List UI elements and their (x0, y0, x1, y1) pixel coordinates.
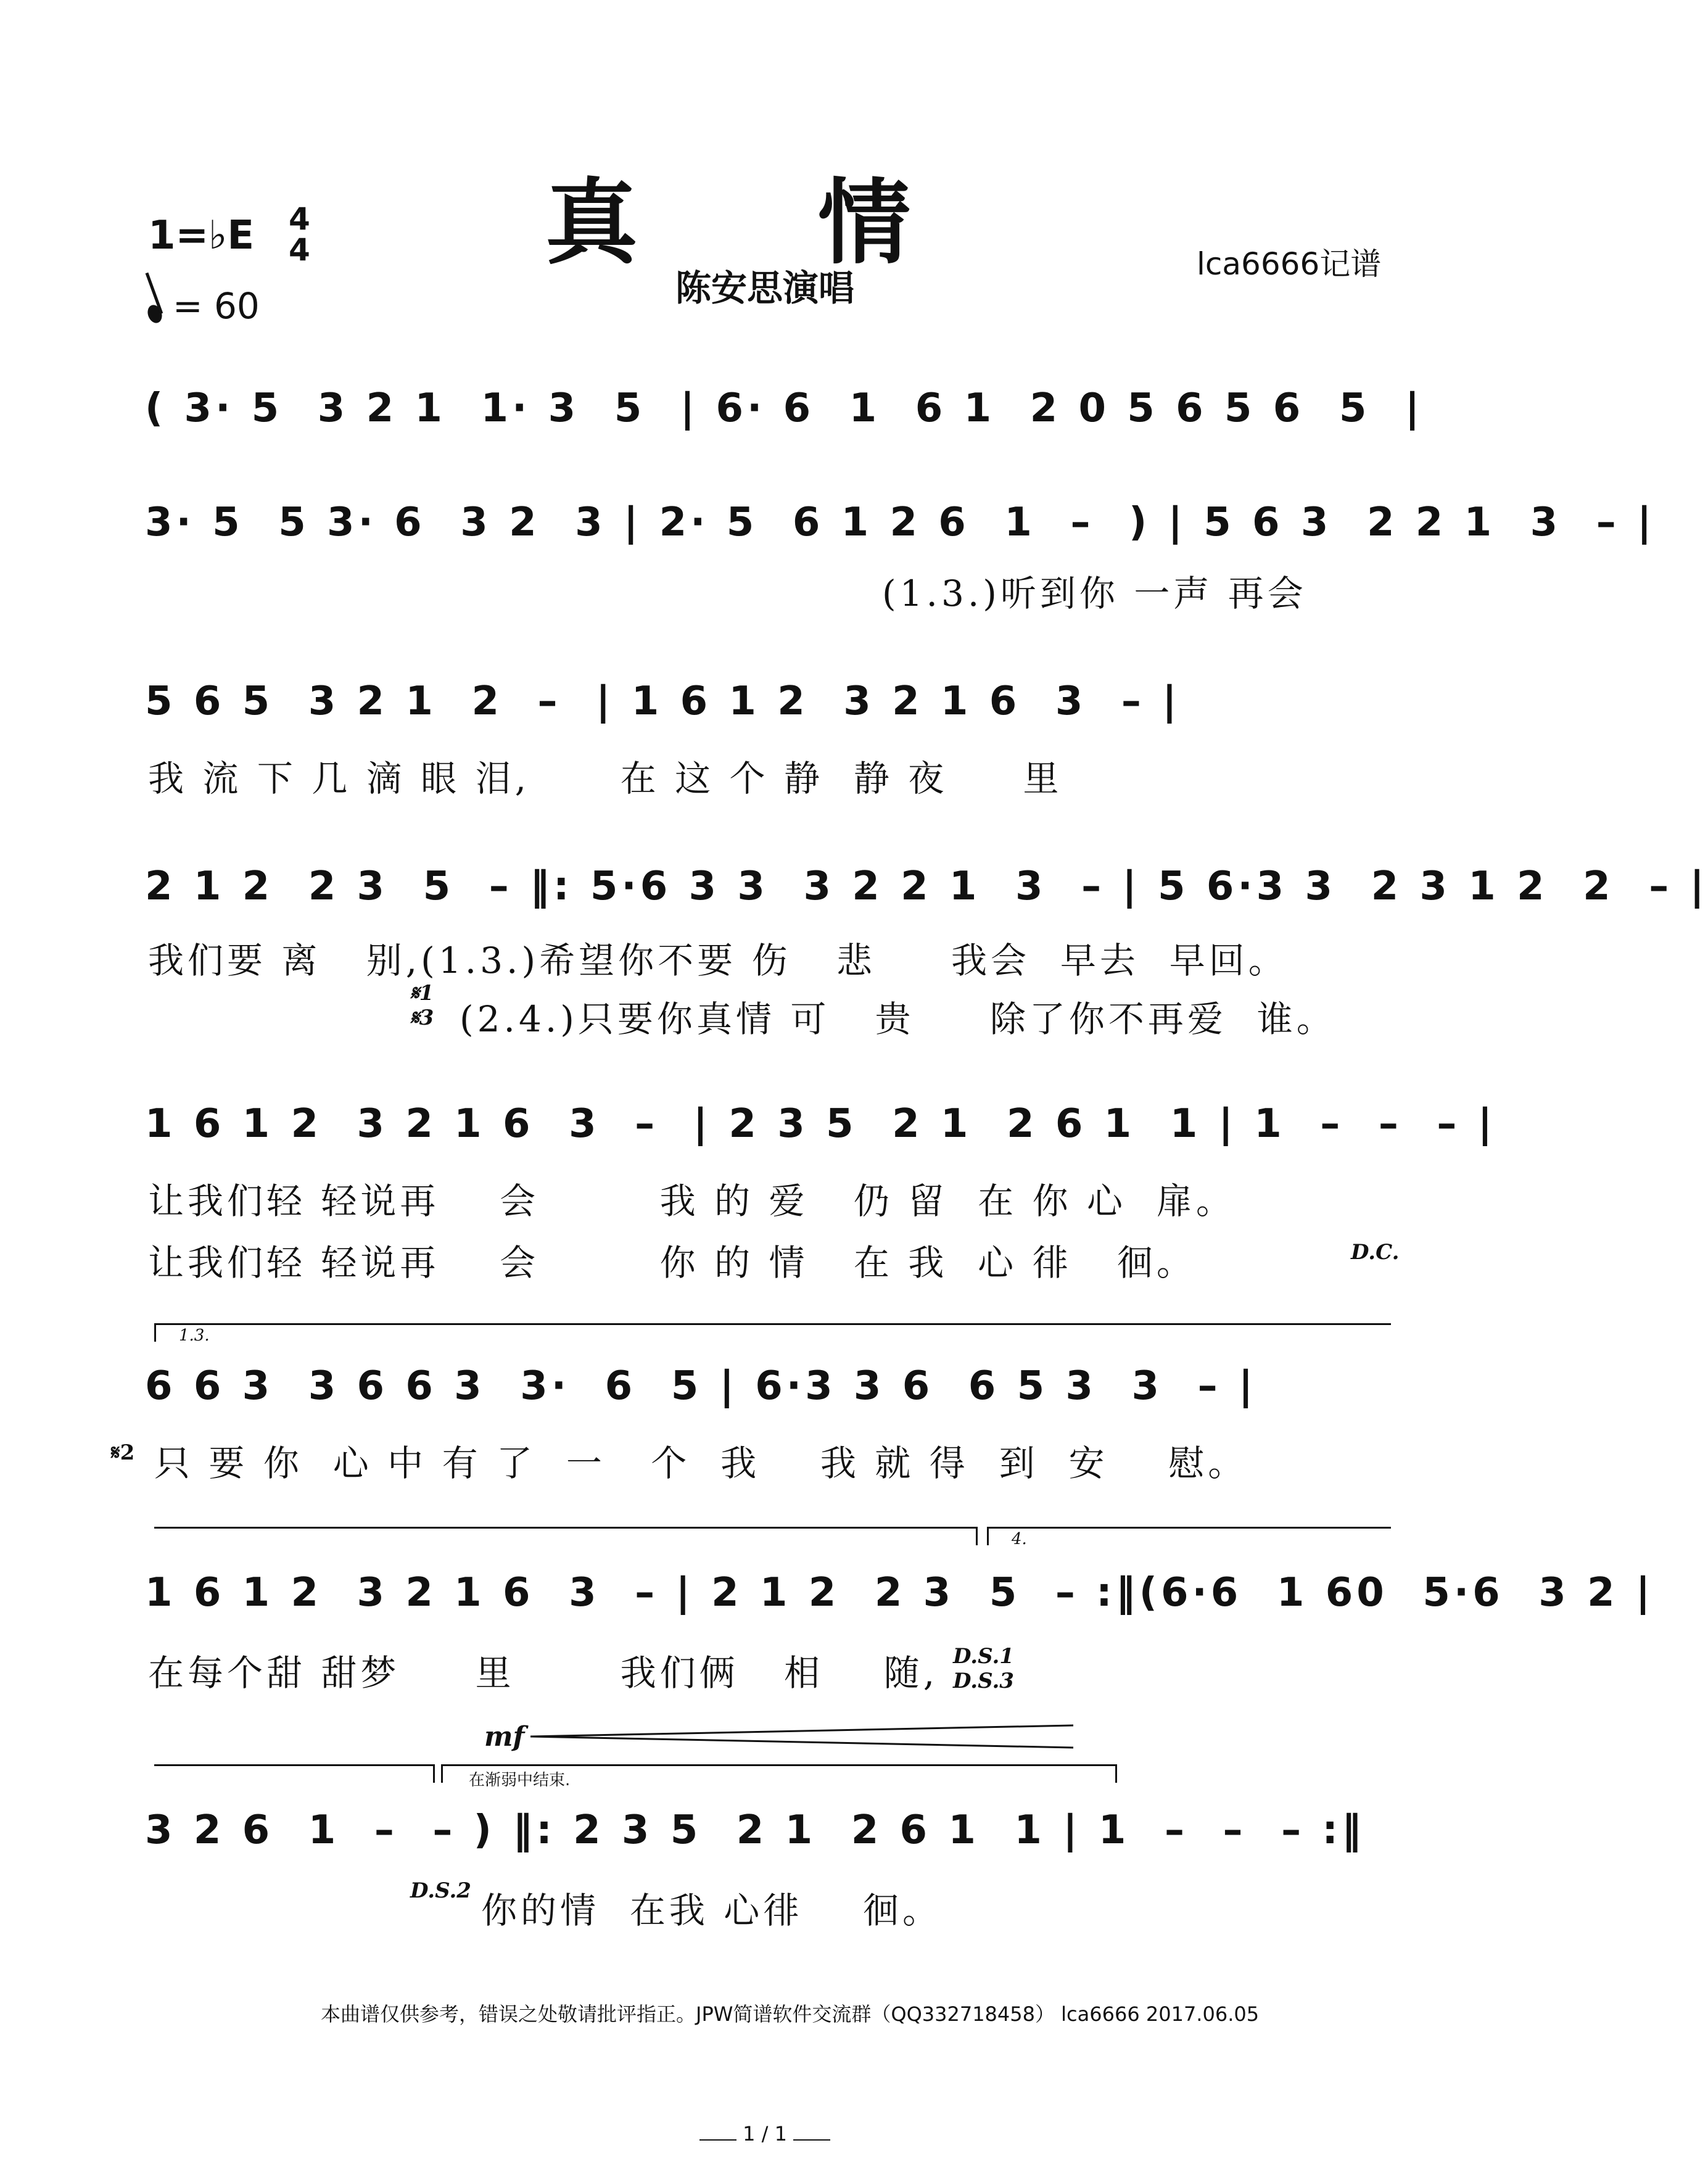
quarter-note-icon (146, 303, 165, 325)
segno-2-mark: 𝄋2 (111, 1440, 135, 1465)
lyric-row-4-line-1: 我们要 离 别,(1.3.)希望你不要 伤 悲 我会 早去 早回。 (148, 940, 1288, 981)
volta-bracket-1 (154, 1323, 1391, 1325)
notation-row-4: 2 1 2 2 3 5 – ‖: 5·6 3 3 3 2 2 1 3 – | 5 6·3 3 2 3 1 2 2 – | (145, 864, 1708, 909)
dynamic-mf: mf (484, 1721, 525, 1753)
time-signature (289, 201, 310, 268)
page-number-text: 1 / 1 (743, 2122, 787, 2145)
ds-marks: D.S.1 D.S.3 (953, 1644, 1014, 1693)
notation-row-1: ( 3· 5 3 2 1 1· 3 5 | 6· 6 1 6 1 2 0 5 6 5 6 5 | (145, 386, 1424, 431)
lyric-row-5-line-2: 让我们轻 轻说再 会 你 的 情 在 我 心 徘 徊。 (148, 1242, 1196, 1284)
lyric-row-2-line-1: (1.3.)听到你 一声 再会 (882, 572, 1307, 614)
page-number-rule-right (793, 2139, 830, 2141)
volta-label-4: 4. (1012, 1530, 1027, 1548)
page-number (0, 2122, 1530, 2145)
lyric-row-4-line-2: (2.4.)只要你真情 可 贵 除了你不再爱 谁。 (460, 998, 1336, 1040)
segno-marks: 𝄋1 𝄋3 (410, 981, 434, 1030)
volta-bracket-prelude (154, 1764, 435, 1766)
dc-mark: D.C. (1351, 1240, 1400, 1265)
lyric-row-5-line-1: 让我们轻 轻说再 会 我 的 爱 仍 留 在 你 心 扉。 (148, 1180, 1236, 1222)
volta-bracket-4-tick (987, 1527, 989, 1545)
lyric-row-7-line-1: 在每个甜 甜梦 里 我们俩 相 随, (148, 1652, 939, 1694)
song-title: 真 情 (545, 168, 985, 277)
ds-2-mark: D.S.2 (410, 1878, 471, 1903)
volta-bracket-prelude-end (433, 1764, 435, 1783)
lyric-row-6-line-1: 只 要 你 心 中 有 了 一 个 我 我 就 得 到 安 慰。 (154, 1442, 1248, 1484)
meter-top: 4 (289, 201, 310, 237)
volta-bracket-ending-start (441, 1764, 443, 1783)
volta-bracket-continue (154, 1527, 978, 1529)
transcriber-credit: lca6666记谱 (1197, 246, 1382, 282)
singer-credit: 陈安思演唱 (675, 267, 854, 309)
volta-bracket-ending-end (1115, 1764, 1117, 1783)
volta-bracket-continue-end (976, 1527, 978, 1545)
key-signature: 1=♭E (148, 213, 255, 258)
notation-row-7: 1 6 1 2 3 2 1 6 3 – | 2 1 2 2 3 5 – :‖(6·6 1 60 5·6 3 2 | (145, 1570, 1654, 1616)
volta-bracket-4 (987, 1527, 1391, 1529)
ending-instruction: 在渐弱中结束. (469, 1771, 571, 1790)
volta-label-1: 1.3. (179, 1326, 210, 1345)
footer-note: 本曲谱仅供参考，错误之处敬请批评指正。JPW简谱软件交流群（QQ332718458） lca6666 2017.06.05 (321, 2002, 1260, 2026)
notation-row-6: 6 6 3 3 6 6 3 3· 6 5 | 6·3 3 6 6 5 3 3 – | (145, 1363, 1257, 1409)
lyric-row-3-line-1: 我 流 下 几 滴 眼 泪, 在 这 个 静 静 夜 里 (148, 758, 1063, 799)
notation-row-3: 5 6 5 3 2 1 2 – | 1 6 1 2 3 2 1 6 3 – | (145, 679, 1181, 724)
diminuendo-hairpin (530, 1724, 1086, 1749)
tempo-marking (148, 285, 260, 327)
volta-bracket-ending (441, 1764, 1116, 1766)
notation-row-8: 3 2 6 1 – – ) ‖: 2 3 5 2 1 2 6 1 1 | 1 – – – :‖ (145, 1807, 1365, 1853)
lyric-row-8-line-1: 你的情 在我 心徘 徊。 (481, 1889, 943, 1931)
meter-bottom: 4 (289, 232, 310, 268)
notation-row-5: 1 6 1 2 3 2 1 6 3 – | 2 3 5 2 1 2 6 1 1 | 1 – – – | (145, 1101, 1496, 1147)
page-number-rule-left (699, 2139, 736, 2141)
volta-bracket-1-tick (154, 1323, 156, 1342)
notation-row-2: 3· 5 5 3· 6 3 2 3 | 2· 5 6 1 2 6 1 – ) | 5 6 3 2 2 1 3 – | (145, 500, 1656, 545)
tempo-value: = 60 (173, 285, 260, 327)
